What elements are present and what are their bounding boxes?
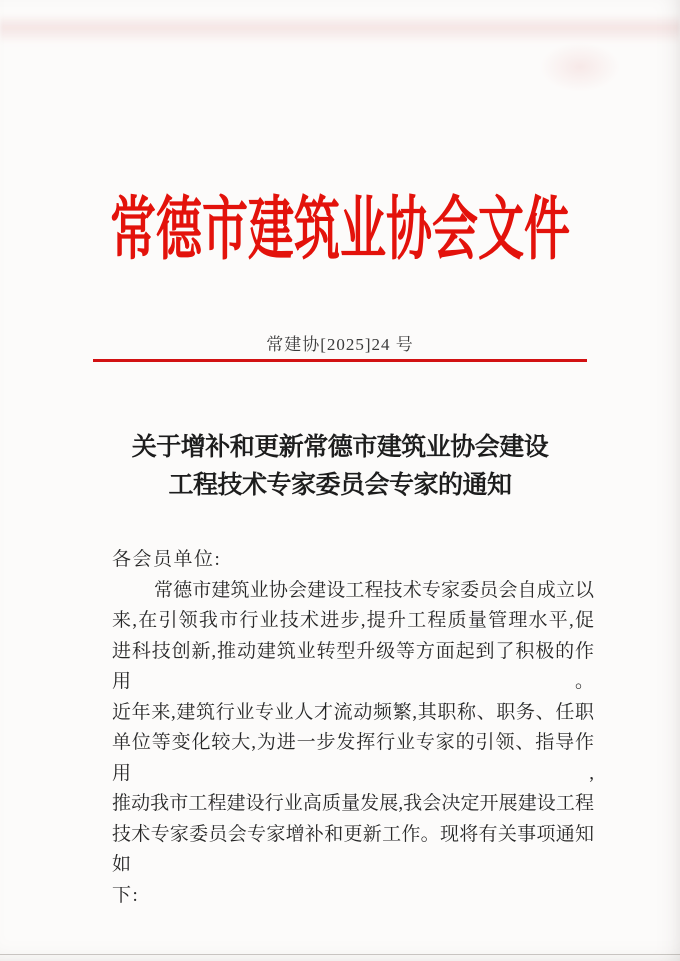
body-line: 推动我市工程建设行业高质量发展,我会决定开展建设工程 xyxy=(112,793,594,814)
reference-number: 常建协[2025]24 号 xyxy=(266,335,414,354)
scan-artifact-smudge xyxy=(540,42,620,92)
document-title-line-1: 关于增补和更新常德市建筑业协会建设 xyxy=(131,434,549,461)
body-line: 常德市建筑业协会建设工程技术专家委员会自成立以 xyxy=(154,579,594,601)
scan-page-bottom-edge xyxy=(0,954,680,955)
document-letterhead xyxy=(0,188,680,272)
body-line: 近年来,建筑行业专业人才流动频繁,其职称、职务、任职 xyxy=(112,701,594,723)
body-line: 来,在引领我市行业技术进步,提升工程质量管理水平,促 xyxy=(112,610,594,631)
salutation: 各会员单位: xyxy=(112,549,222,570)
body-line: 单位等变化较大,为进一步发挥行业专家的引领、指导作用, xyxy=(112,732,594,784)
body-line: 技术专家委员会专家增补和更新工作。现将有关事项通知如 xyxy=(112,823,594,875)
scan-artifact-top-band xyxy=(0,14,680,44)
body-line: 进科技创新,推动建筑业转型升级等方面起到了积极的作用。 xyxy=(112,640,594,692)
org-title: 常德市建筑业协会文件 xyxy=(110,191,570,268)
document-title-line-2: 工程技术专家委员会专家的通知 xyxy=(168,472,512,499)
red-divider-line xyxy=(93,359,587,362)
document-body xyxy=(112,545,594,911)
document-title xyxy=(0,429,680,505)
body-line: 下: xyxy=(112,884,140,906)
